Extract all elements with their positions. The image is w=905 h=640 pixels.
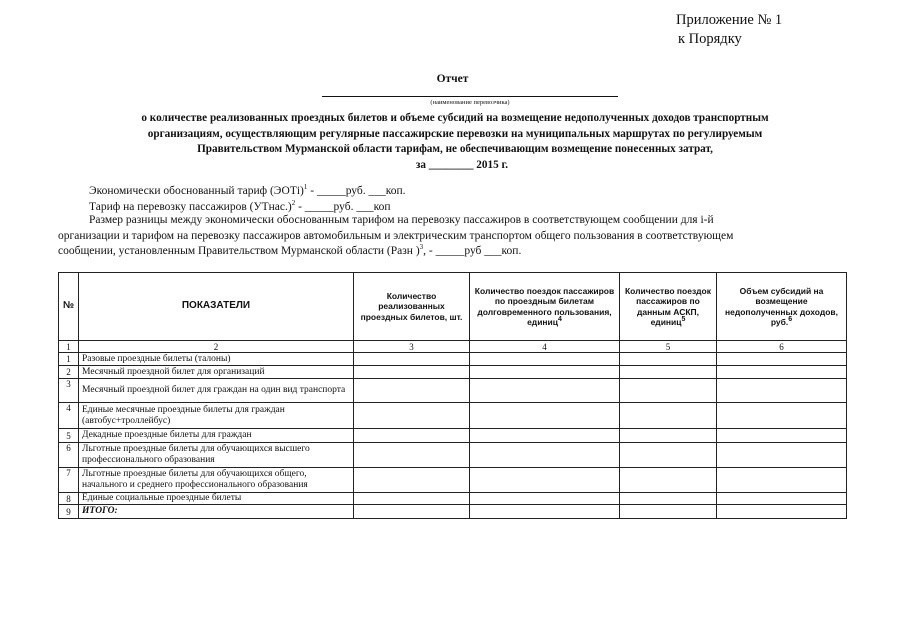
table-row — [59, 403, 847, 429]
table-row — [59, 443, 847, 468]
subtitle-line-3: Правительством Мурманской области тарифам, не обеспечивающим возмещение понесенных затрат, — [197, 143, 713, 155]
row-number: 3 — [59, 379, 79, 403]
cell-subsidy[interactable] — [717, 353, 847, 366]
row-number: 4 — [59, 403, 79, 429]
cell-trips[interactable] — [470, 403, 620, 429]
column-number: 6 — [717, 341, 847, 353]
subtitle-line-4: за ________ 2015 г. — [415, 158, 509, 171]
cell-askp[interactable] — [620, 403, 717, 429]
cell-sold[interactable] — [354, 468, 470, 493]
header-subsidy-footnote: 6 — [788, 316, 793, 324]
header-askp-footnote: 5 — [681, 316, 686, 324]
column-number: 3 — [354, 341, 470, 353]
cell-askp[interactable] — [620, 493, 717, 505]
cell-trips[interactable] — [470, 493, 620, 505]
row-number: 5 — [59, 429, 79, 443]
column-number: 1 — [59, 341, 79, 353]
cell-askp[interactable] — [620, 443, 717, 468]
cell-askp[interactable] — [620, 353, 717, 366]
cell-sold[interactable] — [354, 379, 470, 403]
header-indicators: ПОКАЗАТЕЛИ — [79, 273, 354, 341]
row-label: Месячный проездной билет для организаций — [79, 366, 354, 379]
row-number: 2 — [59, 366, 79, 379]
cell-subsidy[interactable] — [717, 505, 847, 519]
cell-askp[interactable] — [620, 429, 717, 443]
cell-subsidy[interactable] — [717, 468, 847, 493]
table-total-row — [59, 505, 847, 519]
cell-sold[interactable] — [354, 493, 470, 505]
table-row — [59, 379, 847, 403]
report-subtitle — [80, 111, 830, 173]
row-number: 8 — [59, 493, 79, 505]
row-number: 1 — [59, 353, 79, 366]
difference-line-2: организации и тарифом на перевозку пассажиров автомобильным и электрическим транспортом общего пользования в соответствующем — [58, 229, 734, 242]
table-row — [59, 353, 847, 366]
eot-value: - _____руб. ___коп. — [307, 185, 406, 197]
appendix-title: Приложение № 1 — [676, 12, 783, 28]
cell-askp[interactable] — [620, 379, 717, 403]
header-subsidy — [717, 273, 847, 341]
eot-footnote: 1 — [303, 183, 308, 192]
table-row — [59, 429, 847, 443]
cell-sold[interactable] — [354, 429, 470, 443]
row-label: Декадные проездные билеты для граждан — [79, 429, 354, 443]
subtitle-line-2: организациям, осуществляющим регулярные пассажирские перевозки на муниципальных маршрутах по регулируемым — [147, 127, 763, 140]
cell-trips[interactable] — [470, 379, 620, 403]
ut-value: - _____руб. ___коп — [295, 201, 391, 213]
report-title: Отчет — [436, 73, 469, 85]
row-label: Разовые проездные билеты (талоны) — [79, 353, 354, 366]
carrier-caption: (наименование перевозчика) — [430, 99, 510, 106]
cell-subsidy[interactable] — [717, 403, 847, 429]
header-trips-text: Количество поездок пассажиров по проездным билетам долговременного пользования, единиц — [474, 285, 615, 327]
cell-askp[interactable] — [620, 468, 717, 493]
cell-trips[interactable] — [470, 366, 620, 379]
cell-trips[interactable] — [470, 443, 620, 468]
header-sold-tickets: Количество реализованных проездных билетов, шт. — [354, 273, 470, 341]
cell-sold[interactable] — [354, 403, 470, 429]
cell-subsidy[interactable] — [717, 429, 847, 443]
row-label: Месячный проездной билет для граждан на один вид транспорта — [79, 379, 354, 403]
row-label: Льготные проездные билеты для обучающихся высшего профессионального образования — [79, 443, 354, 468]
difference-paragraph — [58, 213, 858, 260]
header-trips — [470, 273, 620, 341]
cell-askp[interactable] — [620, 505, 717, 519]
row-number: 6 — [59, 443, 79, 468]
table-row — [59, 493, 847, 505]
cell-subsidy[interactable] — [717, 443, 847, 468]
column-number: 4 — [470, 341, 620, 353]
cell-subsidy[interactable] — [717, 379, 847, 403]
difference-value: , - _____руб ___коп. — [423, 245, 522, 257]
row-label: Единые месячные проездные билеты для граждан (автобус+троллейбус) — [79, 403, 354, 429]
cell-askp[interactable] — [620, 366, 717, 379]
header-trips-footnote: 4 — [558, 316, 562, 324]
table-header-row — [59, 273, 847, 341]
cell-trips[interactable] — [470, 505, 620, 519]
carrier-name-line — [322, 96, 618, 97]
table-row — [59, 366, 847, 379]
header-askp-text: Количество поездок пассажиров по данным АСКП, единиц — [624, 285, 712, 327]
row-label: Льготные проездные билеты для обучающихся общего, начального и среднего профессионального образования — [79, 468, 354, 493]
cell-sold[interactable] — [354, 505, 470, 519]
difference-line-3 — [58, 244, 858, 260]
row-number: 7 — [59, 468, 79, 493]
total-label: ИТОГО: — [79, 505, 354, 519]
cell-sold[interactable] — [354, 353, 470, 366]
header-askp-trips — [620, 273, 717, 341]
header-subsidy-text: Объем субсидий на возмещение недополученных доходов, руб. — [724, 285, 838, 327]
report-table — [58, 272, 847, 519]
cell-sold[interactable] — [354, 366, 470, 379]
difference-footnote: 3 — [419, 243, 424, 252]
subtitle-line-1: о количестве реализованных проездных билетов и объеме субсидий на возмещение недополученных доходов транспортным — [141, 112, 769, 124]
column-number: 2 — [79, 341, 354, 353]
cell-trips[interactable] — [470, 468, 620, 493]
appendix-block — [676, 11, 782, 49]
ut-footnote: 2 — [291, 199, 296, 208]
ut-label: Тариф на перевозку пассажиров (УТнас.) — [89, 201, 292, 213]
appendix-subtitle: к Порядку — [678, 31, 742, 47]
column-number: 5 — [620, 341, 717, 353]
row-label: Единые социальные проездные билеты — [79, 493, 354, 505]
cell-trips[interactable] — [470, 429, 620, 443]
eot-label: Экономически обоснованный тариф (ЭОТi) — [89, 185, 304, 197]
difference-line-1: Размер разницы между экономически обоснованным тарифом на перевозку пассажиров в соответствующем сообщении для i-й — [89, 214, 714, 226]
row-number: 9 — [59, 505, 79, 519]
cell-trips[interactable] — [470, 353, 620, 366]
cell-subsidy[interactable] — [717, 493, 847, 505]
cell-sold[interactable] — [354, 443, 470, 468]
header-num: № — [59, 273, 79, 341]
table-row — [59, 468, 847, 493]
difference-label: сообщении, установленным Правительством Мурманской области (Разн ) — [58, 245, 420, 257]
column-number-row — [59, 341, 847, 353]
eot-tariff — [89, 184, 406, 200]
cell-subsidy[interactable] — [717, 366, 847, 379]
